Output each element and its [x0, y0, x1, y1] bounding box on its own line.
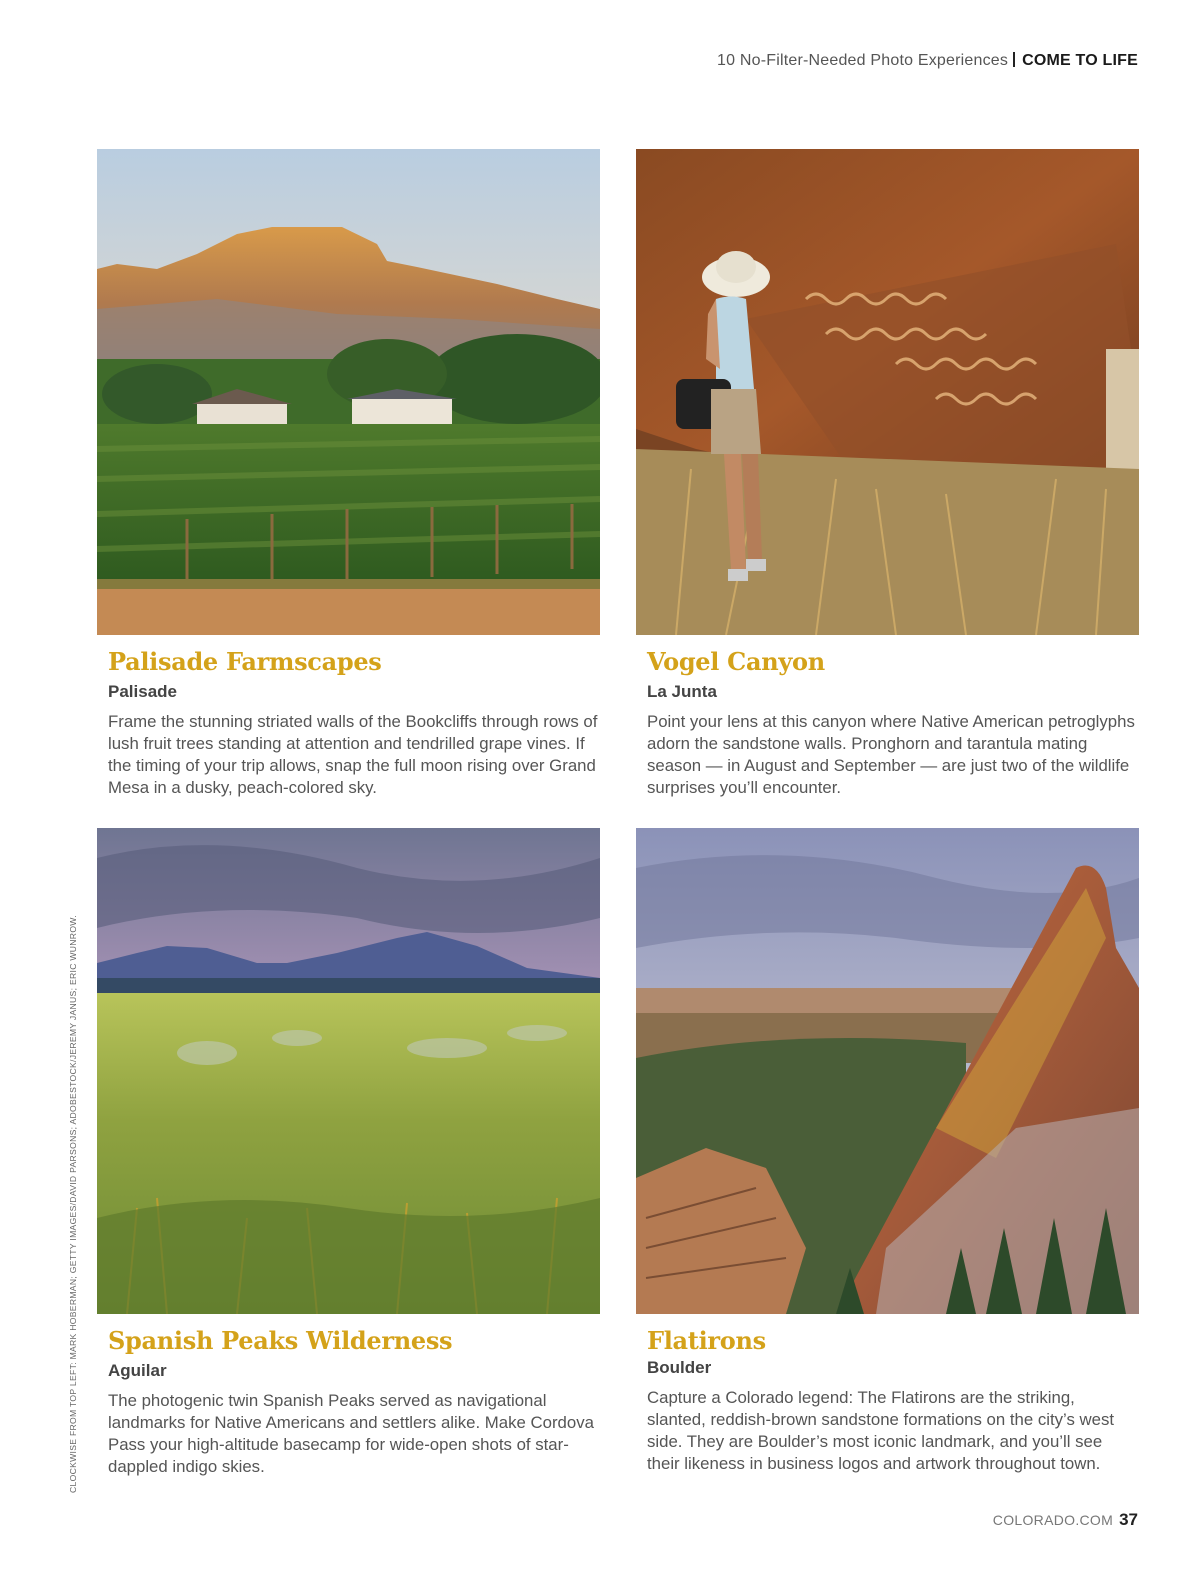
vogel-canyon-photo — [636, 149, 1139, 635]
card-body: The photogenic twin Spanish Peaks served as navigational landmarks for Native Americans and settlers alike. Make Cordova Pass your high-altitude basecamp for wide-open shots of star-dappled indigo skies. — [108, 1391, 594, 1477]
card-location: Aguilar — [108, 1361, 167, 1381]
card-title: Spanish Peaks Wilderness — [108, 1326, 453, 1355]
page-footer — [993, 1510, 1138, 1530]
card-body: Point your lens at this canyon where Native American petroglyphs adorn the sandstone walls. Pronghorn and tarantula mating season — in August and September — are just two of the wildlife surprises you’ll encounter. — [647, 712, 1135, 798]
flatirons-photo — [636, 828, 1139, 1314]
palisade-photo — [97, 149, 600, 635]
card-body: Capture a Colorado legend: The Flatirons are the striking, slanted, reddish-brown sandstone formations on the city’s west side. They are Boulder’s most iconic landmark, and you’ll see their likeness in business logos and artwork throughout town. — [647, 1388, 1115, 1474]
card-vogel-canyon — [636, 149, 1139, 799]
photo-credit: CLOCKWISE FROM TOP LEFT: MARK HOBERMAN; GETTY IMAGES/DAVID PARSONS; ADOBESTOCK/JEREMY JANUS; ERIC WUNROW. — [68, 915, 78, 1493]
card-title: Palisade Farmscapes — [108, 647, 382, 676]
card-title: Vogel Canyon — [647, 647, 825, 676]
card-location: Boulder — [647, 1358, 712, 1378]
card-location: Palisade — [108, 682, 177, 702]
card-body: Frame the stunning striated walls of the Bookcliffs through rows of lush fruit trees standing at attention and tendrilled grape vines. If the timing of your trip allows, snap the full moon rising over Grand Mesa in a dusky, peach-colored sky. — [108, 712, 598, 798]
card-spanish-peaks — [97, 828, 600, 1478]
card-location: La Junta — [647, 682, 717, 702]
card-title: Flatirons — [647, 1326, 766, 1355]
running-head — [717, 52, 1138, 70]
section-name: COME TO LIFE — [1022, 52, 1138, 69]
card-palisade — [97, 149, 600, 799]
spanish-peaks-photo — [97, 828, 600, 1314]
header-divider — [1013, 52, 1015, 67]
page-number: 37 — [1119, 1510, 1138, 1529]
site-name: COLORADO.COM — [992, 1512, 1114, 1528]
series-title: 10 No-Filter-Needed Photo Experiences — [717, 52, 1009, 69]
card-flatirons — [636, 828, 1139, 1475]
